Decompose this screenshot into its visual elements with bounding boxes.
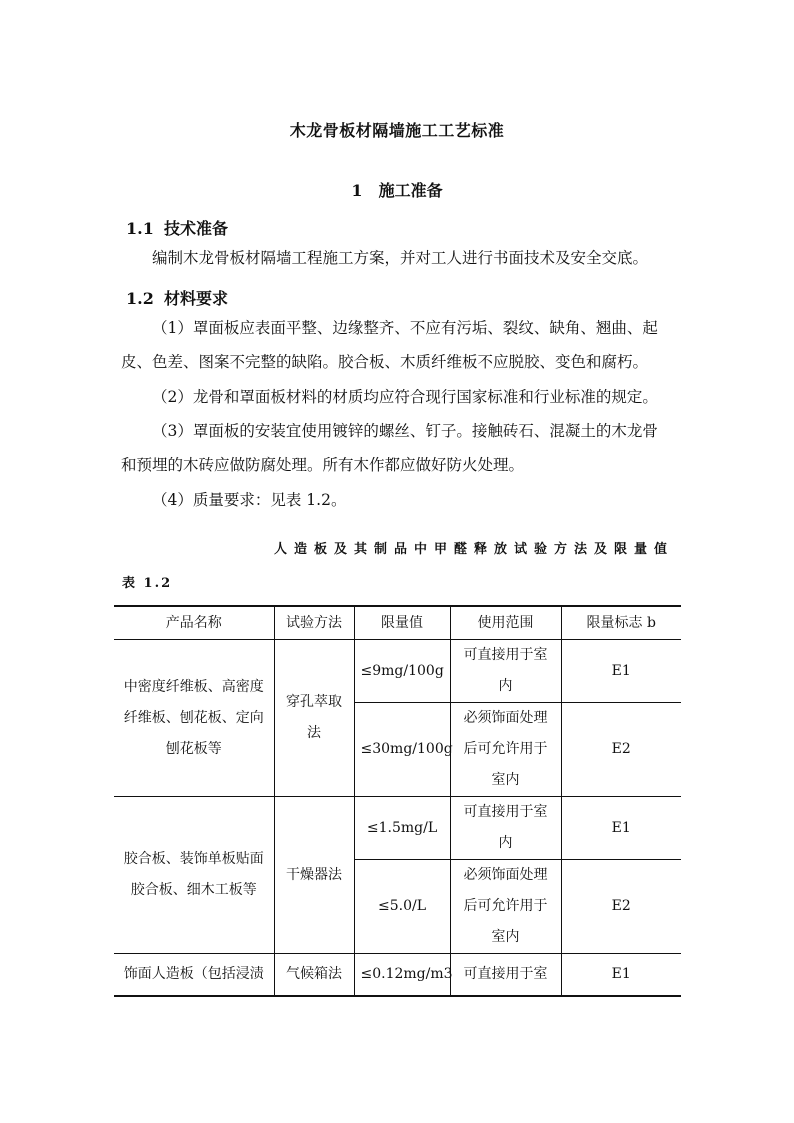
paragraph-line: （3）罩面板的安装宜使用镀锌的螺丝、钉子。接触砖石、混凝土的木龙骨 [152,422,658,440]
section-number: 1 [351,181,363,200]
header-limit-value: 限量值 [354,606,450,640]
table-row [114,954,681,996]
limit-value-cell: ≤0.12mg/m3 [354,954,450,996]
section-heading [0,178,794,201]
header-limit-mark: 限量标志 b [561,606,681,640]
subsection-number: 1.1 [126,219,154,238]
paragraph-line: 和预埋的木砖应做防腐处理。所有木作都应做好防火处理。 [121,456,525,474]
section-title: 施工准备 [378,181,443,200]
test-method-cell: 气候箱法 [274,954,354,996]
limit-mark-cell: E1 [561,797,681,860]
table-row [114,797,681,860]
paragraph-line: （1）罩面板应表面平整、边缘整齐、不应有污垢、裂纹、缺角、翘曲、起 [152,319,658,337]
usage-scope-cell: 必须饰面处理 后可允许用于 室内 [450,860,561,954]
limit-value-cell: ≤30mg/100g [354,703,450,797]
test-method-cell: 穿孔萃取 法 [274,640,354,797]
limit-mark-cell: E1 [561,954,681,996]
paragraph-line: （4）质量要求：见表 1.2。 [152,491,347,509]
header-usage-scope: 使用范围 [450,606,561,640]
subsection-heading-1-2 [126,286,228,309]
usage-scope-cell: 可直接用于室 内 [450,640,561,703]
subsection-heading-1-1 [126,216,228,239]
formaldehyde-limit-table [114,605,681,997]
table-caption-title: 人造板及其制品中甲醛释放试验方法及限量值 [273,542,674,557]
table-caption-number: 表 1.2 [122,576,173,591]
usage-scope-cell: 可直接用于室 内 [450,797,561,860]
limit-mark-cell: E2 [561,703,681,797]
limit-value-cell: ≤5.0/L [354,860,450,954]
limit-mark-cell: E1 [561,640,681,703]
paragraph-line: （2）龙骨和罩面板材料的材质均应符合现行国家标准和行业标准的规定。 [152,388,658,406]
table-row [114,640,681,703]
limit-mark-cell: E2 [561,860,681,954]
limit-value-cell: ≤9mg/100g [354,640,450,703]
document-title: 木龙骨板材隔墙施工工艺标准 [289,121,505,140]
header-product-name: 产品名称 [114,606,274,640]
subsection-number: 1.2 [126,289,154,308]
product-name-cell: 胶合板、装饰单板贴面 胶合板、细木工板等 [114,797,274,954]
subsection-title: 技术准备 [164,219,229,238]
table-header-row [114,606,681,640]
subsection-title: 材料要求 [164,289,229,308]
limit-value-cell: ≤1.5mg/L [354,797,450,860]
usage-scope-cell: 可直接用于室 [450,954,561,996]
test-method-cell: 干燥器法 [274,797,354,954]
usage-scope-cell: 必须饰面处理 后可允许用于 室内 [450,703,561,797]
paragraph-technical-prep: 编制木龙骨板材隔墙工程施工方案，并对工人进行书面技术及安全交底。 [152,249,649,267]
header-test-method: 试验方法 [274,606,354,640]
paragraph-line: 皮、色差、图案不完整的缺陷。胶合板、木质纤维板不应脱胶、变色和腐朽。 [121,353,649,371]
product-name-cell: 饰面人造板（包括浸渍 [114,954,274,996]
product-name-cell: 中密度纤维板、高密度 纤维板、刨花板、定向 刨花板等 [114,640,274,797]
